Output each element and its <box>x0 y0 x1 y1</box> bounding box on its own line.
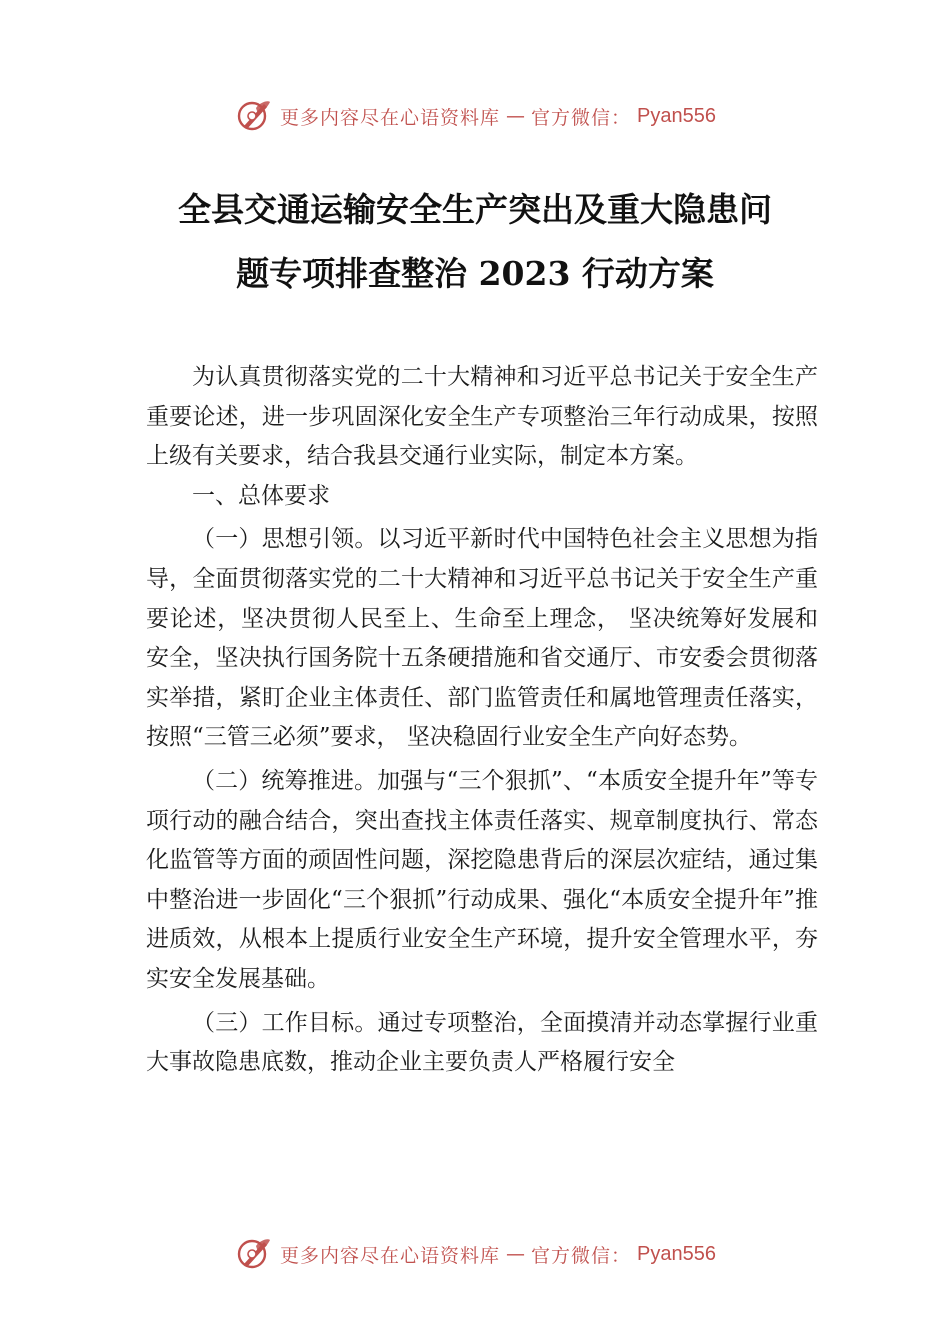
header-banner <box>0 94 950 138</box>
intro-paragraph: 为认真贯彻落实党的二十大精神和习近平总书记关于安全生产重要论述，进一步巩固深化安全生产专项整治三年行动成果，按照上级有关要求，结合我县交通行业实际，制定本方案。 <box>146 364 818 470</box>
banner-separator: — <box>506 1243 526 1265</box>
banner-wechat-id: Pyan556 <box>637 104 716 127</box>
footer-banner <box>0 1232 950 1276</box>
title-line-2: 题专项排查整治 2023 行动方案 <box>236 254 714 293</box>
document-body <box>146 358 818 1083</box>
paragraph-work-goals: （三）工作目标。通过专项整治，全面摸清并动态掌握行业重大事故隐患底数，推动企业主要负责人严格履行安全 <box>146 1009 818 1076</box>
quill-logo-icon <box>234 96 274 136</box>
banner-separator: — <box>506 105 526 127</box>
banner-text: 更多内容尽在心语资料库 <box>280 106 501 129</box>
banner-label: 官方微信： <box>531 1244 632 1267</box>
section-heading-1: 一、总体要求 <box>192 482 330 509</box>
document-title <box>145 178 805 306</box>
banner-wechat-id: Pyan556 <box>637 1242 716 1265</box>
banner-text: 更多内容尽在心语资料库 <box>280 1244 501 1267</box>
paragraph-coordinated-advance: （二）统筹推进。加强与“三个狠抓”、“本质安全提升年”等专项行动的融合结合，突出查找主体责任落实、规章制度执行、常态化监管等方面的顽固性问题，深挖隐患背后的深层次症结，通过集中整治进一步固化“三个狠抓”行动成果、强化“本质安全提升年”推进质效，从根本上提质行业安全生产环境，提升安全管理水平，夯实安全发展基础。 <box>146 767 818 992</box>
quill-logo-icon <box>234 1234 274 1274</box>
banner-label: 官方微信： <box>531 106 632 129</box>
paragraph-thought-guidance: （一）思想引领。以习近平新时代中国特色社会主义思想为指导，全面贯彻落实党的二十大精神和习近平总书记关于安全生产重要论述，坚决贯彻人民至上、生命至上理念， 坚决统筹好发展和安全，坚决执行国务院十五条硬措施和省交通厅、市安委会贯彻落实举措，紧盯企业主体责任、部门监管责任和属地管理责任落实，按照“三管三必须”要求， 坚决稳固行业安全生产向好态势。 <box>146 526 818 751</box>
title-line-1: 全县交通运输安全生产突出及重大隐患问 <box>178 190 772 229</box>
